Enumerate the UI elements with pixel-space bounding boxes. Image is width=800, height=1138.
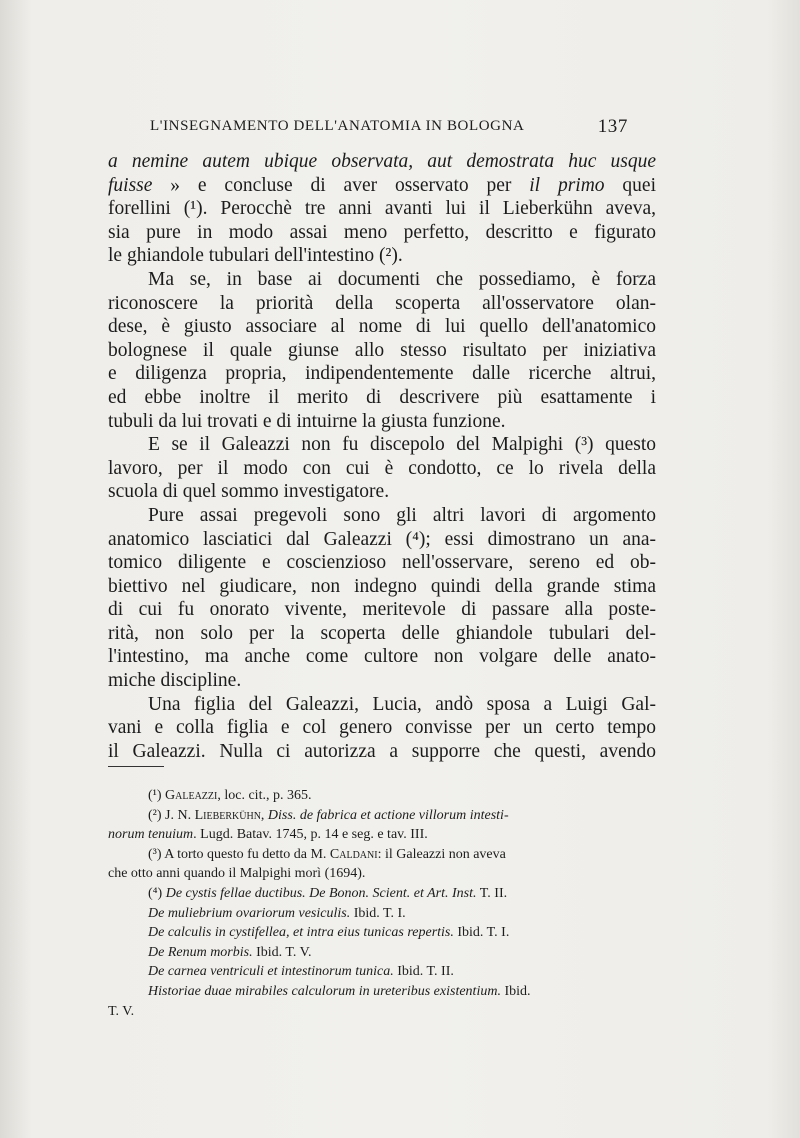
text-line: tubuli da lui trovati e di intuirne la giusta funzione. <box>108 410 506 432</box>
running-title: L'INSEGNAMENTO DELL'ANATOMIA IN BOLOGNA <box>150 118 525 134</box>
page-number: 137 <box>597 116 628 137</box>
body-text <box>108 150 656 763</box>
footnotes <box>108 786 656 1021</box>
text-line: a nemine autem ubique observata, aut demostrata huc usque <box>108 151 656 172</box>
footnote-4-item: De Renum morbis. Ibid. T. V. <box>148 944 312 960</box>
text-line: sia pure in modo assai meno perfetto, descritto e figurato <box>108 221 656 243</box>
text-line: biettivo nel giudicare, non indegno quindi della grande stima <box>108 575 656 597</box>
footnote-4-item: De calculis in cystifellea, et intra eius tunicas repertis. Ibid. T. I. <box>148 925 510 941</box>
paragraph-start: Una figlia del Galeazzi, Lucia, andò sposa a Luigi Gal- <box>148 693 656 715</box>
paragraph-start: E se il Galeazzi non fu discepolo del Malpighi (³) questo <box>148 434 656 456</box>
text-line: scuola di quel sommo investigatore. <box>108 481 390 503</box>
text-line: dese, è giusto associare al nome di lui quello dell'anatomico <box>108 316 656 338</box>
text-line: le ghiandole tubulari dell'intestino (²). <box>108 245 403 267</box>
text-line: ed ebbe inoltre il merito di descrivere più esattamente i <box>108 386 656 408</box>
text-line: anatomico lasciatici dal Galeazzi (⁴); essi dimostrano un ana- <box>108 528 656 550</box>
paragraph-start: Ma se, in base ai documenti che possediamo, è forza <box>148 268 656 290</box>
footnote-4-item: De carnea ventriculi et intestinorum tunica. Ibid. T. II. <box>148 964 454 980</box>
text-line: rità, non solo per la scoperta delle ghiandole tubulari del- <box>108 622 656 644</box>
paragraph-start: Pure assai pregevoli sono gli altri lavori di argomento <box>148 504 656 526</box>
text-line: l'intestino, ma anche come cultore non volgare delle anato- <box>108 646 656 668</box>
text-line: miche discipline. <box>108 670 242 692</box>
footnote-3: (³) A torto questo fu detto da M. Caldani: il Galeazzi non aveva <box>148 846 506 862</box>
footnote-4-item: De muliebrium ovariorum vesiculis. Ibid. T. I. <box>148 905 406 921</box>
text-line: di cui fu onorato vivente, meritevole di passare alla poste- <box>108 599 656 621</box>
footnote-4-item: Historiae duae mirabiles calculorum in ureteribus existentium. Ibid. <box>148 983 531 999</box>
footnote-1: (¹) Galeazzi, loc. cit., p. 365. <box>148 788 312 803</box>
footnote-3-cont: che otto anni quando il Malpighi morì (1694). <box>108 866 366 882</box>
footnote-4: (⁴) De cystis fellae ductibus. De Bonon. Scient. et Art. Inst. T. II. <box>148 885 508 901</box>
text-line: fuisse » e concluse di aver osservato per il primo quei <box>108 174 656 196</box>
text-line: il Galeazzi. Nulla ci autorizza a supporre che questi, avendo <box>108 740 656 762</box>
footnote-2: (²) J. N. Lieberkühn, Diss. de fabrica et actione villorum intesti- <box>148 807 509 823</box>
footnote-4-cont: T. V. <box>108 1003 135 1019</box>
text-line: e diligenza propria, indipendentemente dalle ricerche altrui, <box>108 363 656 385</box>
text-line: lavoro, per il modo con cui è condotto, ce lo rivela della <box>108 457 656 479</box>
text-line: riconoscere la priorità della scoperta all'osservatore olan- <box>108 292 656 314</box>
text-line: forellini (¹). Perocchè tre anni avanti lui il Lieberkühn aveva, <box>108 198 656 220</box>
footnote-2-cont: norum tenuium. Lugd. Batav. 1745, p. 14 e seg. e tav. III. <box>108 827 428 843</box>
footnote-separator <box>108 766 164 767</box>
text-line: vani e colla figlia e col genero convisse per un certo tempo <box>108 717 656 739</box>
text-line: bolognese il quale giunse allo stesso risultato per iniziativa <box>108 339 656 361</box>
text-line: tomico diligente e coscienzioso nell'osservare, sereno ed ob- <box>108 552 656 574</box>
